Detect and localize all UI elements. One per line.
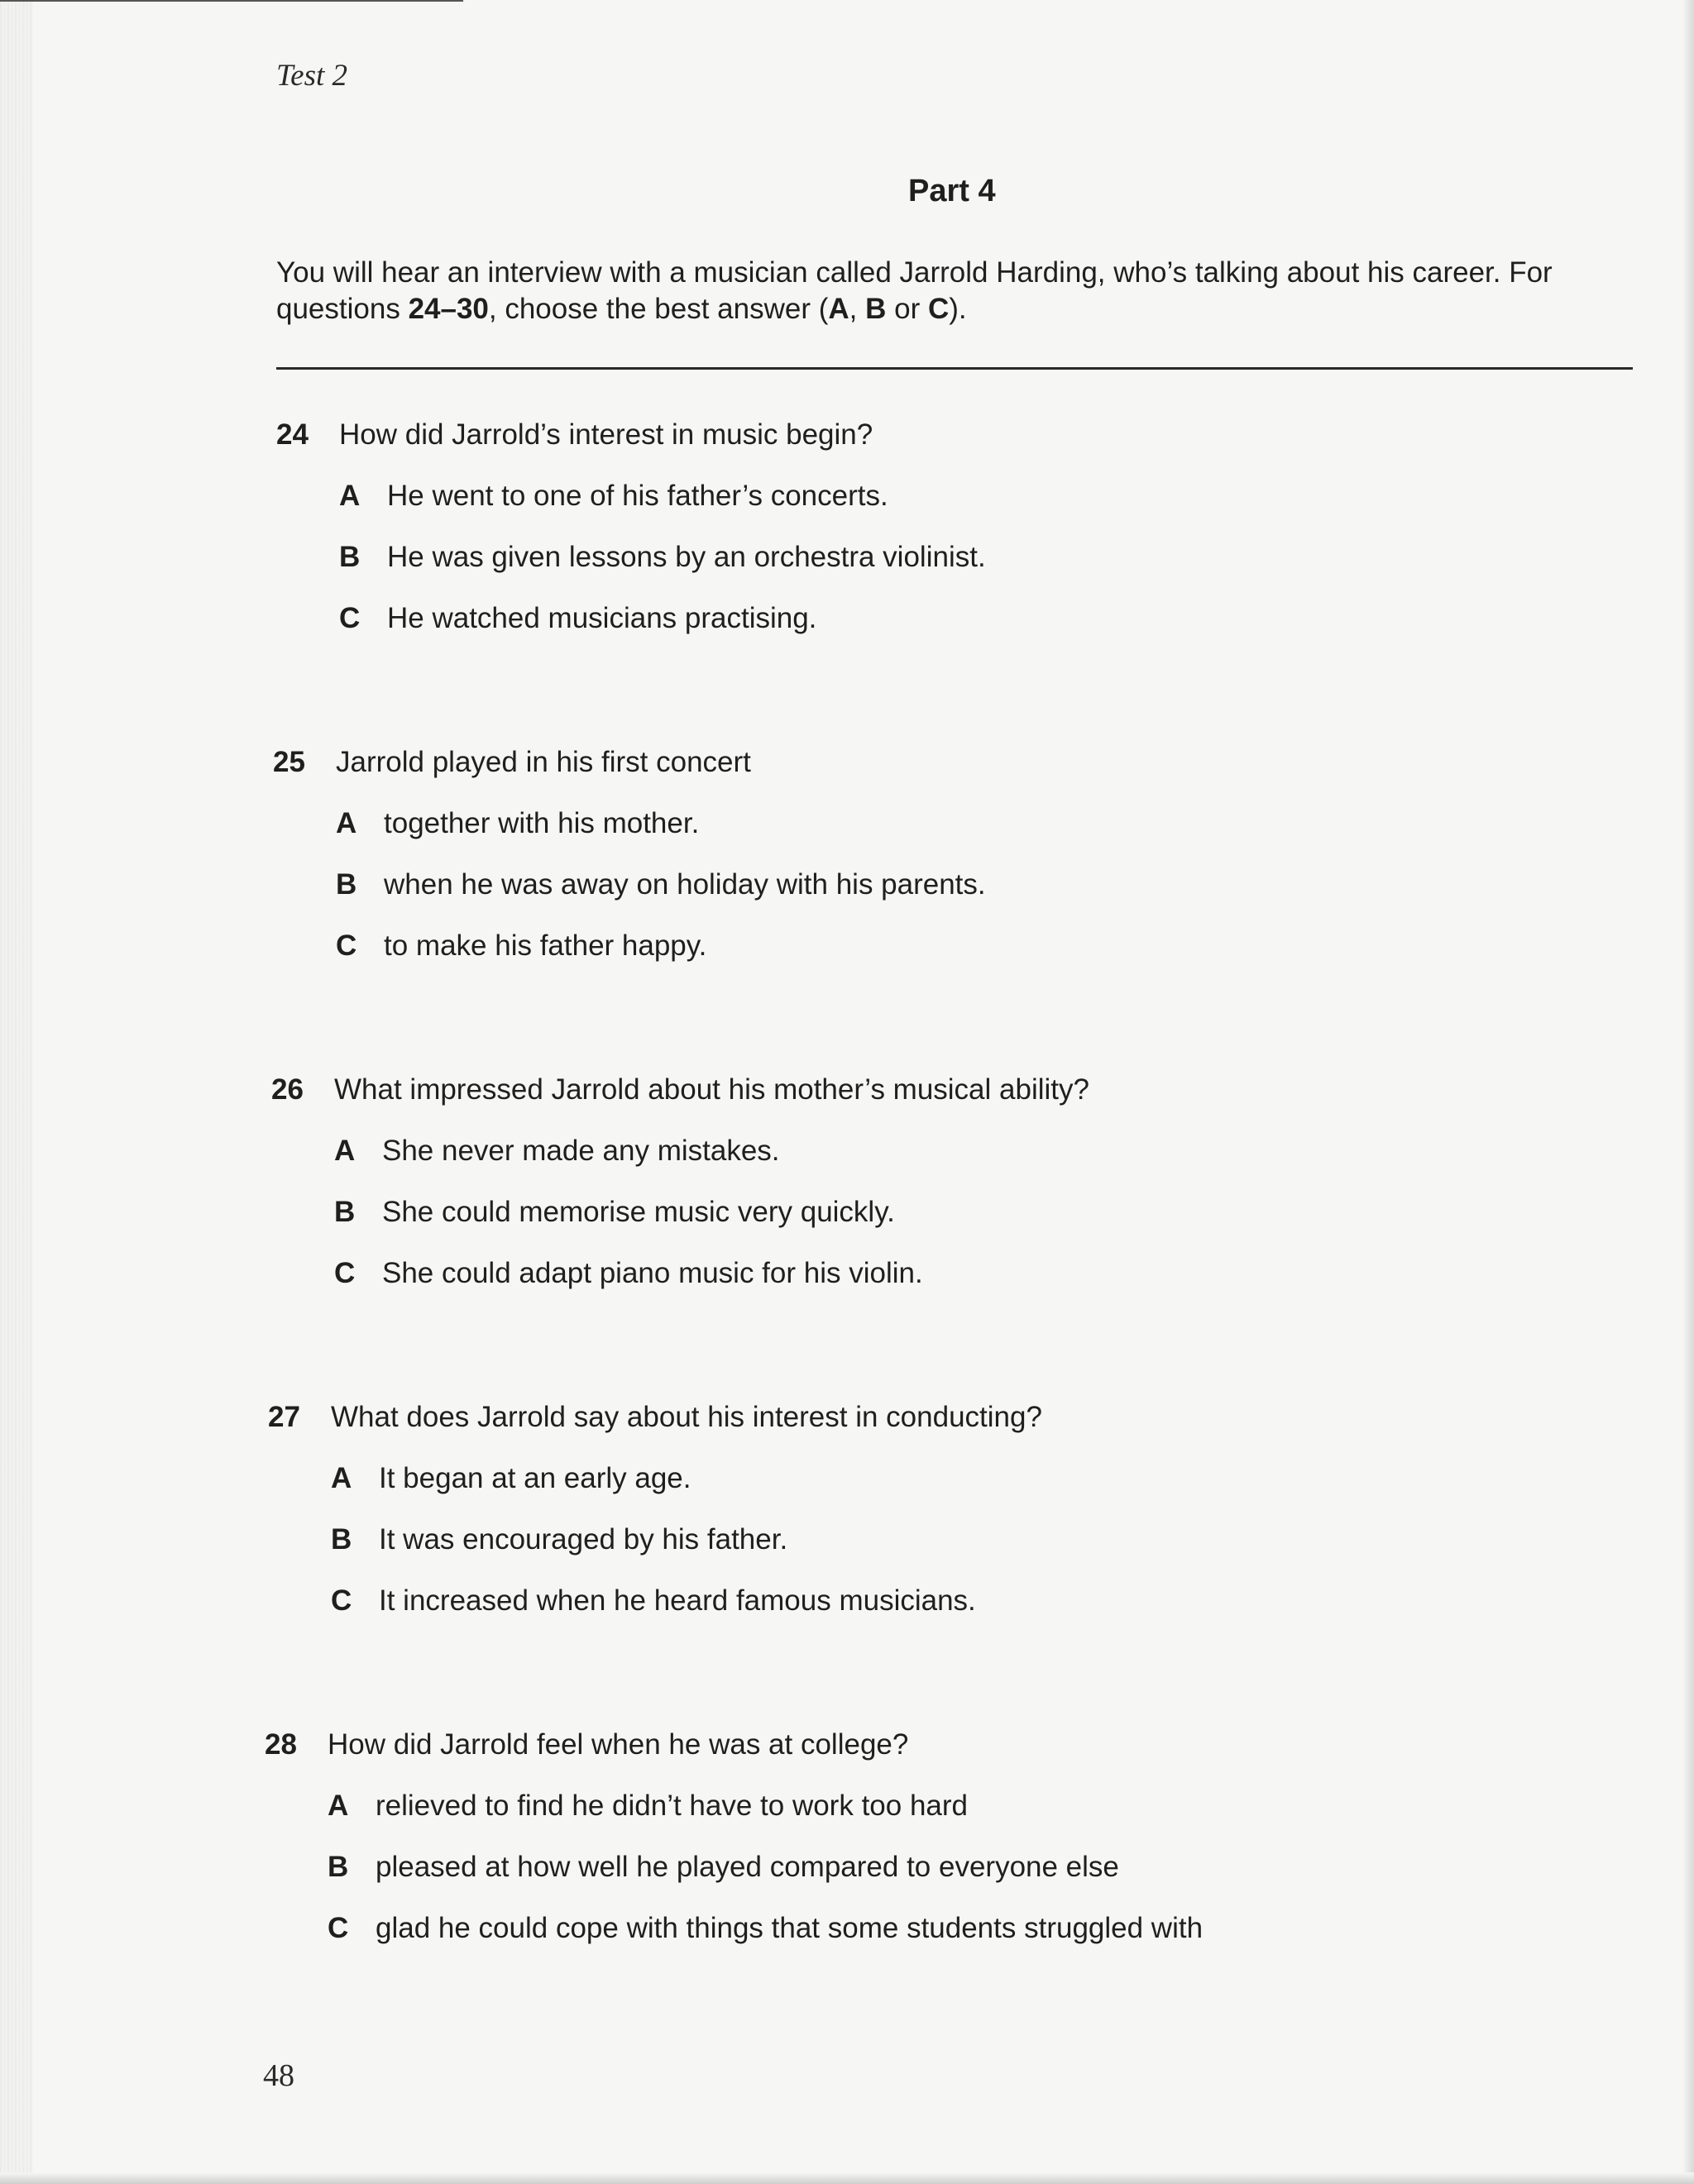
option-letter: B [331, 1523, 352, 1556]
scan-edge-bottom [0, 2172, 1694, 2184]
answer-option-c[interactable] [336, 928, 986, 964]
answer-option-a[interactable] [328, 1788, 1203, 1824]
instructions-text: ). [949, 293, 967, 325]
option-text: He was given lessons by an orchestra violinist. [387, 541, 986, 573]
question-28 [265, 1727, 1203, 1947]
option-letter: B [336, 868, 357, 901]
instructions-text: You will hear an interview with a musician called Jarrold Harding, who’s talking about his career. For questions [276, 256, 1553, 325]
option-letter: A [331, 1462, 352, 1494]
answer-option-b[interactable] [336, 867, 986, 903]
option-text: glad he could cope with things that some students struggled with [376, 1912, 1204, 1944]
option-text: pleased at how well he played compared to everyone else [376, 1851, 1119, 1883]
option-letter: C [328, 1912, 349, 1944]
instructions-separator: , [849, 293, 866, 325]
answer-option-b[interactable] [334, 1194, 1089, 1231]
question-number: 24 [276, 418, 309, 451]
question-stem-line [273, 744, 986, 781]
instructions-letter-a: A [828, 293, 849, 325]
instructions-letter-b: B [865, 293, 887, 325]
question-stem: What impressed Jarrold about his mother’s musical ability? [334, 1073, 1089, 1106]
option-text: It began at an early age. [379, 1462, 691, 1494]
scan-edge-top [0, 0, 463, 2]
option-letter: A [328, 1790, 349, 1822]
scan-edge-right [1682, 0, 1694, 2184]
page-number: 48 [263, 2058, 294, 2093]
answer-option-b[interactable] [331, 1522, 1042, 1558]
option-letter: B [328, 1851, 349, 1883]
answer-option-b[interactable] [339, 539, 986, 576]
question-27 [268, 1399, 1042, 1619]
part-title: Part 4 [908, 174, 996, 208]
question-number: 25 [273, 746, 305, 778]
question-stem: Jarrold played in his first concert [336, 746, 751, 778]
option-text: She could adapt piano music for his violin. [382, 1257, 923, 1289]
question-stem-line [268, 1399, 1042, 1436]
question-stem: How did Jarrold feel when he was at college? [328, 1728, 909, 1761]
instructions-letter-c: C [927, 293, 950, 325]
option-letter: C [334, 1257, 356, 1289]
instructions-separator: or [886, 293, 928, 325]
scan-edge-left [0, 0, 33, 2184]
option-letter: A [339, 480, 361, 512]
answer-option-c[interactable] [328, 1910, 1203, 1947]
question-24 [276, 417, 986, 637]
question-number: 28 [265, 1728, 297, 1761]
question-stem-line [276, 417, 986, 453]
answer-option-c[interactable] [331, 1583, 1042, 1619]
question-stem: How did Jarrold’s interest in music begin? [339, 418, 873, 451]
option-text: when he was away on holiday with his parents. [384, 868, 986, 901]
option-letter: B [339, 541, 361, 573]
instructions-range: 24–30 [408, 293, 489, 325]
instructions [276, 255, 1641, 327]
option-text: He watched musicians practising. [387, 602, 817, 634]
option-text: She never made any mistakes. [382, 1135, 780, 1167]
option-text: She could memorise music very quickly. [382, 1196, 895, 1228]
answer-option-c[interactable] [339, 600, 986, 637]
option-text: together with his mother. [384, 807, 700, 839]
option-letter: A [334, 1135, 356, 1167]
option-letter: C [339, 602, 361, 634]
question-number: 26 [271, 1073, 304, 1106]
answer-option-b[interactable] [328, 1849, 1203, 1885]
option-letter: C [331, 1584, 352, 1617]
option-letter: B [334, 1196, 356, 1228]
answer-option-a[interactable] [334, 1133, 1089, 1169]
answer-option-a[interactable] [339, 478, 986, 514]
answer-option-c[interactable] [334, 1255, 1089, 1292]
question-stem-line [265, 1727, 1203, 1763]
question-25 [273, 744, 986, 964]
instructions-text: , choose the best answer ( [488, 293, 829, 325]
question-26 [271, 1072, 1089, 1292]
option-text: He went to one of his father’s concerts. [387, 480, 888, 512]
option-letter: A [336, 807, 357, 839]
option-text: relieved to find he didn’t have to work too hard [376, 1790, 968, 1822]
answer-option-a[interactable] [336, 805, 986, 842]
option-text: It increased when he heard famous musicians. [379, 1584, 976, 1617]
running-head: Test 2 [276, 59, 348, 93]
option-text: It was encouraged by his father. [379, 1523, 788, 1556]
answer-option-a[interactable] [331, 1460, 1042, 1497]
question-stem-line [271, 1072, 1089, 1108]
option-text: to make his father happy. [384, 930, 707, 962]
section-divider [276, 367, 1633, 370]
question-stem: What does Jarrold say about his interest in conducting? [331, 1401, 1042, 1433]
question-number: 27 [268, 1401, 300, 1433]
option-letter: C [336, 930, 357, 962]
